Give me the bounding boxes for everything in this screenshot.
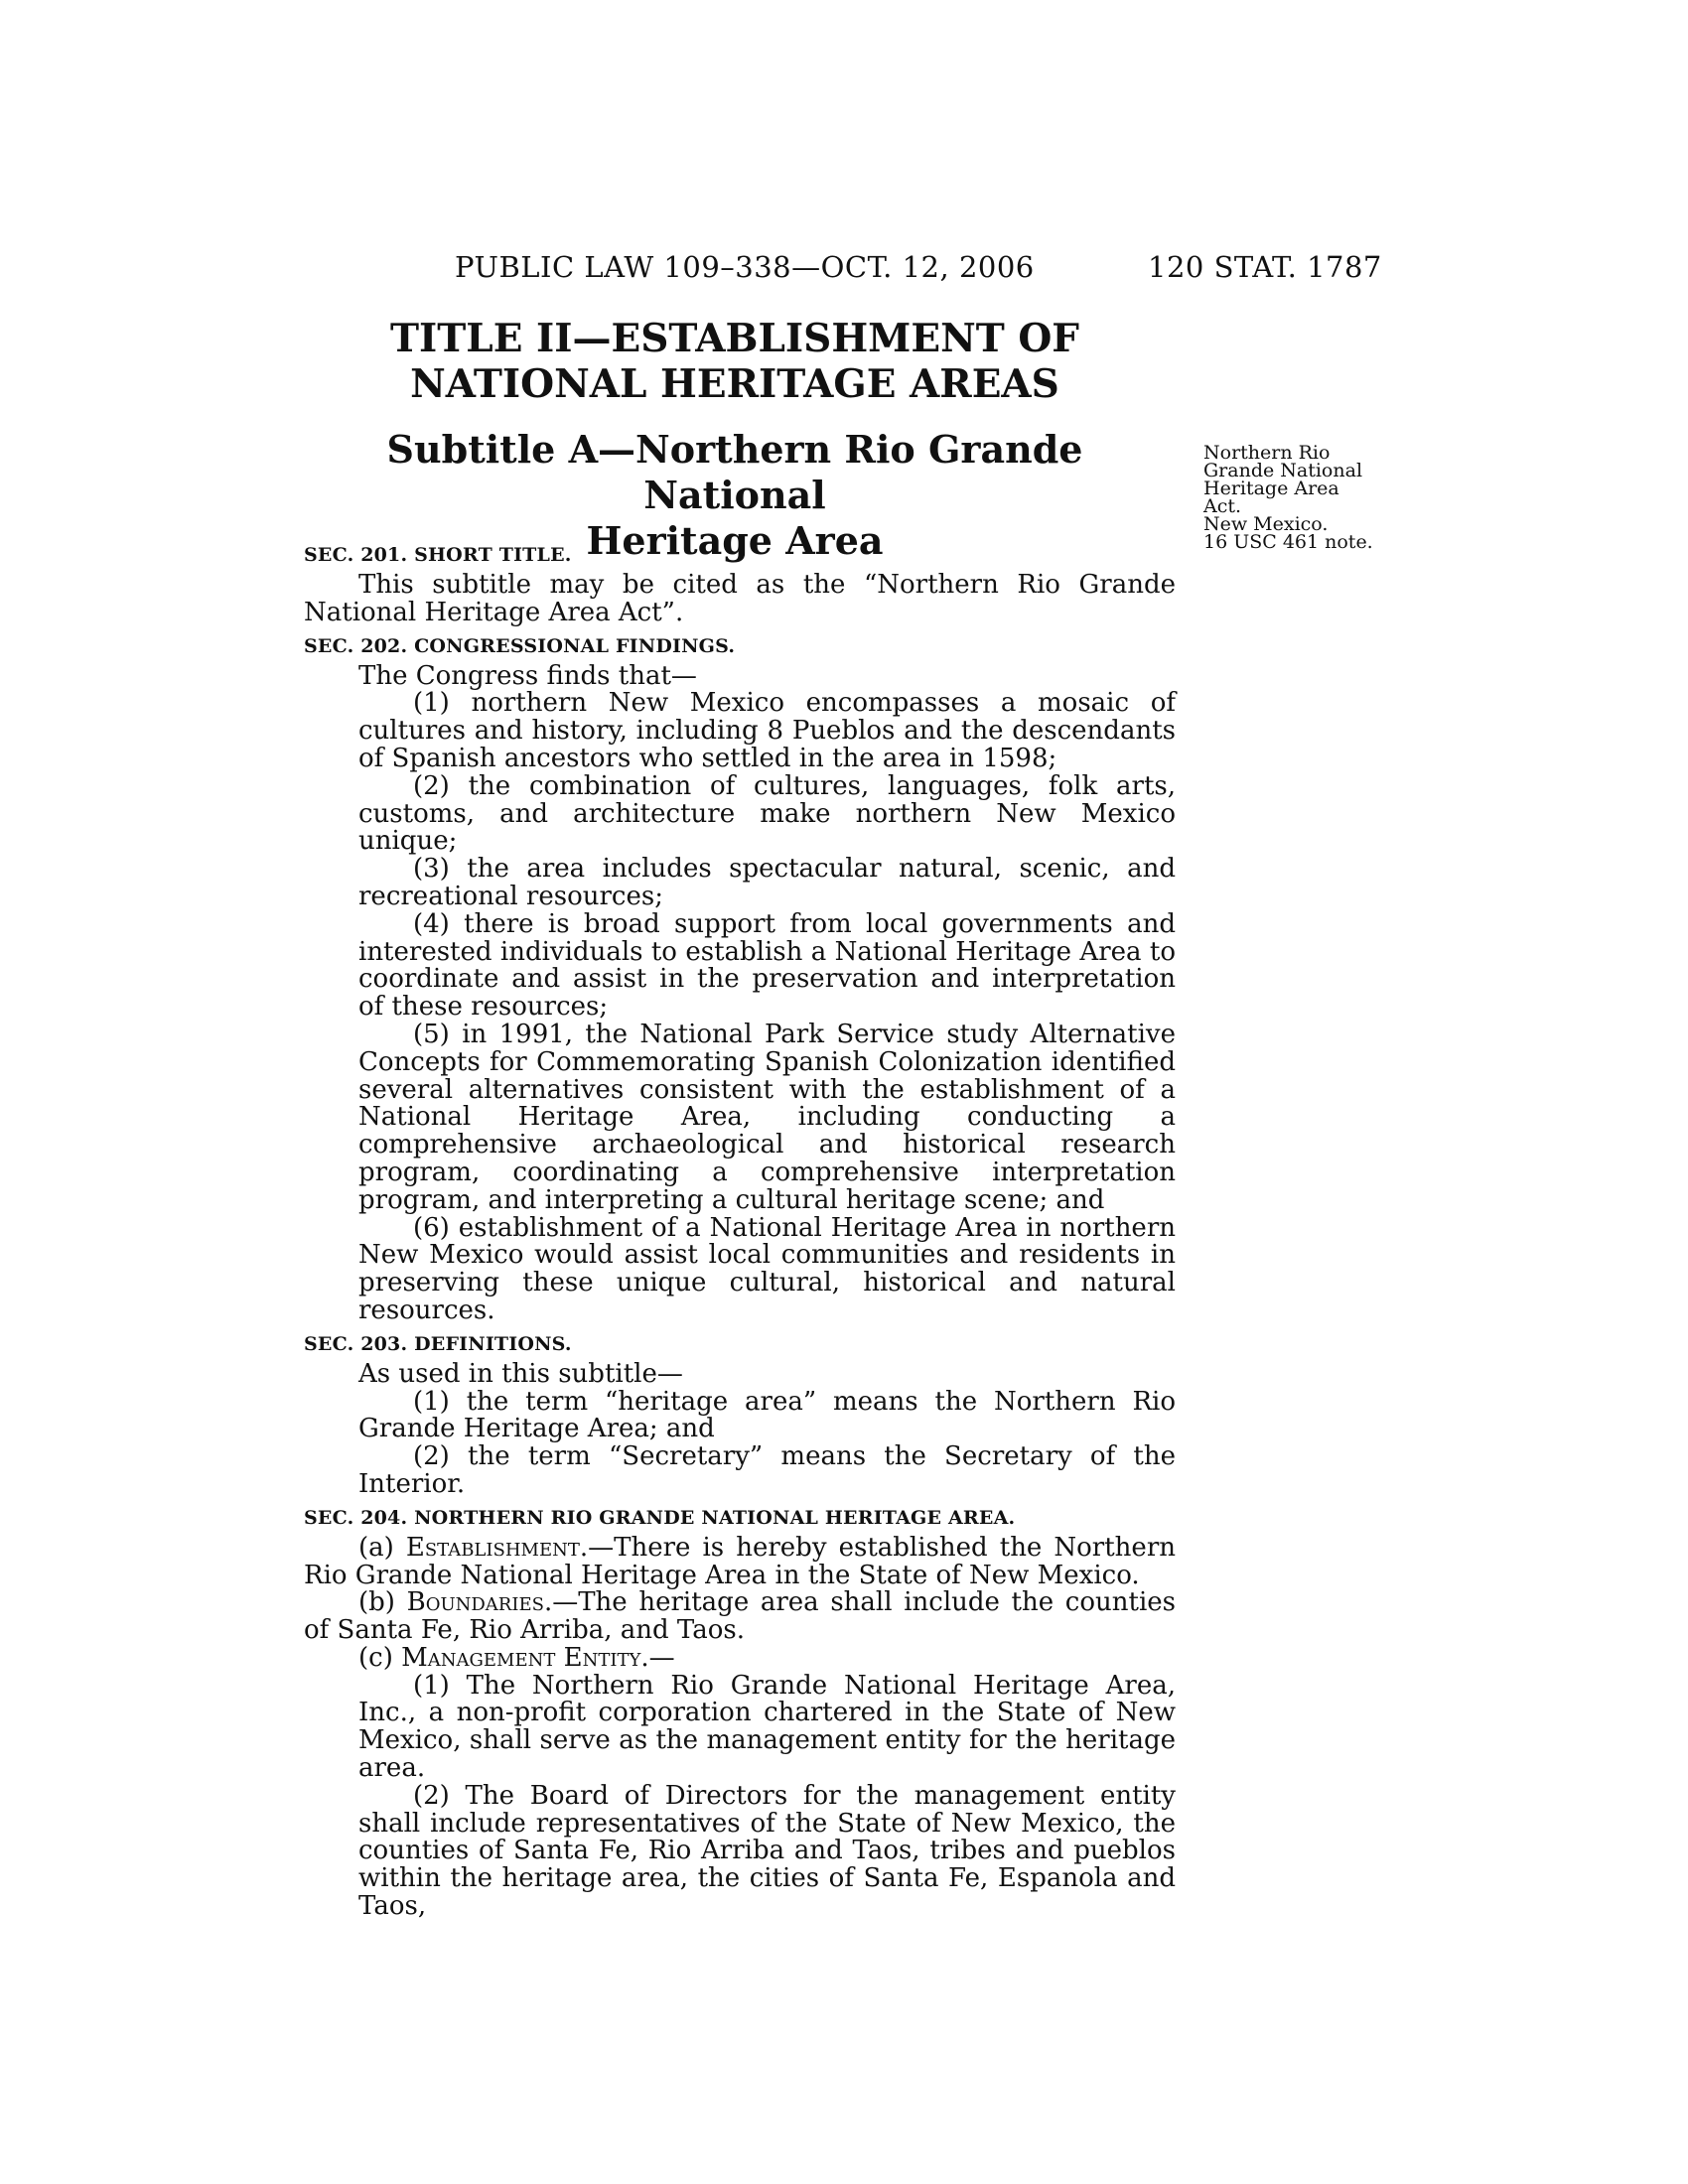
sec-203-item: (2) the term “Secretary” means the Secretary of the Interior.	[358, 1441, 1176, 1499]
sec-201-text: This subtitle may be cited as the “Northern Rio Grande National Heritage Area Act”.	[304, 570, 1176, 627]
margin-note-line: 16 USC 461 note.	[1203, 531, 1373, 553]
sec-202-item: (4) there is broad support from local governments and interested individuals to establish a National Heritage Area to coordinate and assist in the preservation and interpretation of these resources;	[358, 908, 1176, 1023]
sec-203-heading: SEC. 203. DEFINITIONS.	[304, 1332, 572, 1355]
sec-201-heading: SEC. 201. SHORT TITLE.	[304, 544, 572, 566]
title-line-1: TITLE II—ESTABLISHMENT OF	[390, 316, 1079, 361]
subtitle-line-2: Heritage Area	[586, 518, 884, 563]
sec-202-item: (6) establishment of a National Heritage Area in northern New Mexico would assist local communities and residents in preserving these unique cultural, historical and natural resources.	[358, 1212, 1176, 1325]
title-heading	[298, 316, 1172, 407]
sec-204-a-caption: Establishment	[405, 1532, 580, 1563]
sec-202-item: (3) the area includes spectacular natural, scenic, and recreational resources;	[358, 854, 1176, 911]
sec-204-c-text: .—	[640, 1642, 675, 1673]
sec-204-subsection-c	[304, 1642, 1176, 1673]
sec-204-subsection-a	[304, 1532, 1176, 1590]
running-header-left: PUBLIC LAW 109–338—OCT. 12, 2006	[455, 250, 1035, 284]
sec-202-heading: SEC. 202. CONGRESSIONAL FINDINGS.	[304, 634, 736, 657]
sec-204-heading: SEC. 204. NORTHERN RIO GRANDE NATIONAL HERITAGE AREA.	[304, 1506, 1016, 1529]
margin-note-line: Grande National	[1203, 460, 1363, 481]
sec-202-intro: The Congress finds that—	[358, 660, 697, 691]
sec-204-c-caption: Management Entity	[401, 1642, 641, 1673]
margin-note-line: Act.	[1203, 495, 1242, 517]
sec-203-intro: As used in this subtitle—	[358, 1358, 683, 1389]
margin-note-line: New Mexico.	[1203, 513, 1329, 535]
sec-202-item: (2) the combination of cultures, languages, folk arts, customs, and architecture make northern New Mexico unique;	[358, 770, 1176, 857]
subtitle-line-1: Subtitle A—Northern Rio Grande National	[386, 427, 1083, 517]
margin-note-line: Heritage Area	[1203, 478, 1339, 499]
sec-204-a-label: (a)	[358, 1532, 406, 1563]
sec-204-a-text: .—There is hereby established the Northern Rio Grande National Heritage Area in the State of New Mexico.	[304, 1532, 1176, 1590]
sec-204-c-label: (c)	[358, 1642, 402, 1673]
title-line-2: NATIONAL HERITAGE AREAS	[410, 361, 1059, 407]
sec-203-item: (1) the term “heritage area” means the Northern Rio Grande Heritage Area; and	[358, 1386, 1176, 1444]
sec-202-item: (1) northern New Mexico encompasses a mosaic of cultures and history, including 8 Pueblos and the descendants of Spanish ancestors who settled in the area in 1598;	[358, 688, 1176, 773]
sec-204-c-item: (2) The Board of Directors for the management entity shall include representatives of the State of New Mexico, the counties of Santa Fe, Rio Arriba and Taos, tribes and pueblos within the heritage area, the cities of Santa Fe, Espanola and Taos,	[358, 1780, 1176, 1922]
sec-204-c-item: (1) The Northern Rio Grande National Heritage Area, Inc., a non-profit corporation chartered in the State of New Mexico, shall serve as the management entity for the heritage area.	[358, 1670, 1176, 1784]
margin-note	[1203, 444, 1402, 551]
sec-202-item: (5) in 1991, the National Park Service study Alternative Concepts for Commemorating Spanish Colonization identified several alternatives consistent with the establishment of a National Heritage Area, including conducting a comprehensive archaeological and historical research program, coordinating a comprehensive interpretation program, and interpreting a cultural heritage scene; and	[358, 1019, 1176, 1215]
sec-204-b-text: .—The heritage area shall include the counties of Santa Fe, Rio Arriba, and Taos.	[304, 1587, 1176, 1646]
sec-204-subsection-b	[304, 1589, 1176, 1645]
sec-204-b-label: (b)	[358, 1587, 407, 1618]
margin-note-line: Northern Rio	[1203, 442, 1331, 464]
document-body	[304, 544, 1176, 1921]
sec-204-b-caption: Boundaries	[406, 1587, 544, 1618]
running-header-right: 120 STAT. 1787	[1148, 250, 1382, 284]
